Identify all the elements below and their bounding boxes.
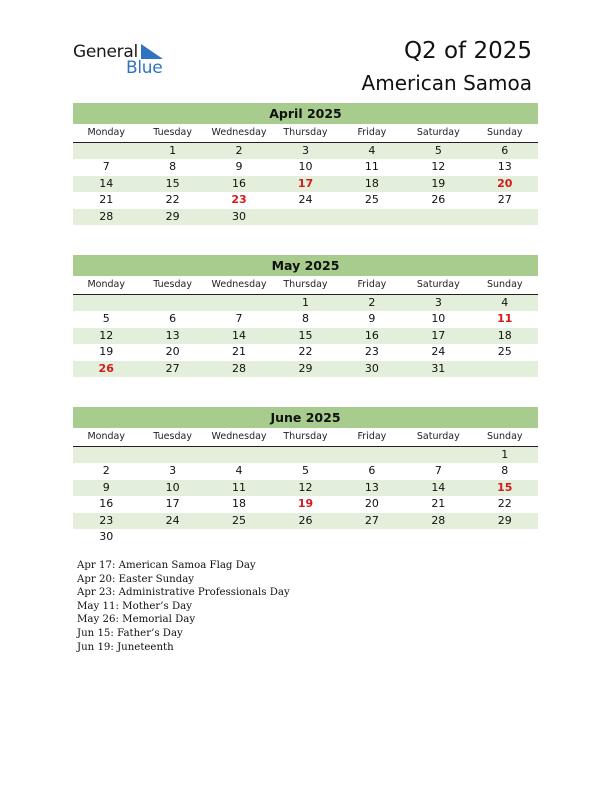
weekday-header-row xyxy=(73,124,538,143)
holiday-day-cell: 17 xyxy=(297,176,314,190)
day-cell: 28 xyxy=(431,513,446,527)
day-cell: 19 xyxy=(431,176,446,190)
weekday-label: Saturday xyxy=(416,279,460,290)
day-cell: 21 xyxy=(99,193,114,207)
day-cell: 21 xyxy=(232,345,247,359)
day-cell xyxy=(472,209,538,225)
day-cell: 25 xyxy=(497,345,512,359)
weekday-header-row xyxy=(73,428,538,447)
day-cell: 8 xyxy=(169,160,177,174)
day-cell: 25 xyxy=(232,513,247,527)
day-cell xyxy=(139,529,205,545)
day-cell xyxy=(73,447,139,463)
month-title: May 2025 xyxy=(73,255,538,276)
day-cell: 14 xyxy=(431,480,446,494)
day-cell: 24 xyxy=(431,345,446,359)
day-cell: 17 xyxy=(431,328,446,342)
week-row xyxy=(73,209,538,225)
weekday-label: Saturday xyxy=(416,431,460,442)
month-calendar-april xyxy=(73,103,538,225)
weekday-label: Saturday xyxy=(416,127,460,138)
week-row xyxy=(73,192,538,208)
day-cell: 27 xyxy=(364,513,379,527)
day-cell xyxy=(272,529,338,545)
day-cell: 22 xyxy=(298,345,313,359)
month-title: June 2025 xyxy=(73,407,538,428)
holiday-notes-list xyxy=(77,559,290,654)
day-cell: 5 xyxy=(301,464,309,478)
day-cell: 25 xyxy=(364,193,379,207)
day-cell: 10 xyxy=(165,480,180,494)
day-cell: 4 xyxy=(235,464,243,478)
day-cell xyxy=(206,447,272,463)
month-title: April 2025 xyxy=(73,103,538,124)
day-cell: 5 xyxy=(102,312,110,326)
day-cell: 12 xyxy=(298,480,313,494)
day-cell: 3 xyxy=(169,464,177,478)
logo-text-general: General xyxy=(73,42,138,62)
day-cell: 8 xyxy=(501,464,509,478)
week-row xyxy=(73,496,538,512)
day-cell: 29 xyxy=(497,513,512,527)
day-cell: 7 xyxy=(434,464,442,478)
day-cell: 12 xyxy=(99,328,114,342)
logo-text-blue: Blue xyxy=(126,58,163,78)
day-cell: 4 xyxy=(501,296,509,309)
day-cell: 6 xyxy=(169,312,177,326)
day-cell: 13 xyxy=(497,160,512,174)
day-cell: 2 xyxy=(102,464,110,478)
day-cell: 24 xyxy=(165,513,180,527)
day-cell xyxy=(272,209,338,225)
day-cell: 31 xyxy=(431,361,446,375)
day-cell: 20 xyxy=(165,345,180,359)
day-cell xyxy=(139,447,205,463)
holiday-day-cell: 20 xyxy=(497,176,513,190)
holiday-note: May 11: Mother’s Day xyxy=(77,600,192,612)
day-cell: 23 xyxy=(364,345,379,359)
weekday-label: Sunday xyxy=(486,279,523,290)
day-cell: 26 xyxy=(431,193,446,207)
day-cell: 18 xyxy=(364,176,379,190)
day-cell: 10 xyxy=(298,160,313,174)
weekday-label: Friday xyxy=(357,127,387,138)
page-subtitle: American Samoa xyxy=(361,71,532,95)
holiday-note: Apr 17: American Samoa Flag Day xyxy=(77,560,256,571)
day-cell: 18 xyxy=(497,328,512,342)
day-cell: 15 xyxy=(298,328,313,342)
day-cell: 8 xyxy=(301,312,309,326)
week-row xyxy=(73,344,538,360)
day-cell: 29 xyxy=(298,361,313,375)
day-cell: 7 xyxy=(235,312,243,326)
holiday-note: Jun 19: Juneteenth xyxy=(77,641,174,653)
day-cell: 7 xyxy=(102,160,110,174)
day-cell xyxy=(272,447,338,463)
week-row xyxy=(73,311,538,327)
weekday-label: Sunday xyxy=(486,431,523,442)
day-cell: 5 xyxy=(434,144,442,157)
day-cell: 26 xyxy=(298,513,313,527)
holiday-day-cell: 19 xyxy=(297,497,314,511)
weekday-label: Monday xyxy=(87,127,125,138)
day-cell: 19 xyxy=(99,345,114,359)
day-cell: 13 xyxy=(165,328,180,342)
weekday-label: Thursday xyxy=(283,431,328,442)
day-cell: 16 xyxy=(232,176,247,190)
day-cell: 30 xyxy=(232,209,247,223)
weekday-label: Wednesday xyxy=(211,127,267,138)
week-row xyxy=(73,529,538,545)
holiday-note: May 26: Memorial Day xyxy=(77,614,196,626)
day-cell: 1 xyxy=(169,144,177,157)
week-row xyxy=(73,447,538,463)
weekday-label: Tuesday xyxy=(153,279,192,290)
week-row xyxy=(73,463,538,479)
day-cell: 9 xyxy=(368,312,376,326)
weekday-label: Wednesday xyxy=(211,279,267,290)
day-cell xyxy=(339,529,405,545)
day-cell xyxy=(472,529,538,545)
week-row xyxy=(73,159,538,175)
day-cell: 29 xyxy=(165,209,180,223)
week-row xyxy=(73,143,538,159)
day-cell: 22 xyxy=(165,193,180,207)
week-row xyxy=(73,176,538,192)
day-cell: 27 xyxy=(497,193,512,207)
weekday-label: Friday xyxy=(357,431,387,442)
week-row xyxy=(73,480,538,496)
day-cell: 9 xyxy=(235,160,243,174)
day-cell xyxy=(73,143,139,159)
day-cell: 14 xyxy=(232,328,247,342)
weekday-label: Tuesday xyxy=(153,127,192,138)
day-cell: 18 xyxy=(232,497,247,511)
day-cell: 17 xyxy=(165,497,180,511)
day-cell xyxy=(206,529,272,545)
day-cell: 1 xyxy=(301,296,309,309)
day-cell xyxy=(339,447,405,463)
holiday-day-cell: 26 xyxy=(98,361,114,375)
day-cell: 30 xyxy=(364,361,379,375)
weekday-label: Monday xyxy=(87,279,125,290)
day-cell: 13 xyxy=(364,480,379,494)
day-cell: 4 xyxy=(368,144,376,157)
day-cell: 16 xyxy=(364,328,379,342)
day-cell: 24 xyxy=(298,193,313,207)
week-row xyxy=(73,295,538,311)
day-cell: 2 xyxy=(368,296,376,309)
day-cell: 23 xyxy=(99,513,114,527)
brand-logo xyxy=(73,42,173,78)
week-row xyxy=(73,328,538,344)
weekday-label: Sunday xyxy=(486,127,523,138)
weekday-label: Wednesday xyxy=(211,431,267,442)
holiday-note: Apr 20: Easter Sunday xyxy=(77,573,195,585)
day-cell: 11 xyxy=(232,480,247,494)
day-cell: 1 xyxy=(501,448,509,461)
weekday-header-row xyxy=(73,276,538,295)
weekday-label: Monday xyxy=(87,431,125,442)
holiday-day-cell: 11 xyxy=(497,312,513,326)
day-cell xyxy=(339,209,405,225)
day-cell: 2 xyxy=(235,144,243,157)
day-cell: 9 xyxy=(102,480,110,494)
week-row xyxy=(73,361,538,377)
page-title: Q2 of 2025 xyxy=(403,38,532,64)
day-cell: 14 xyxy=(99,176,114,190)
day-cell: 11 xyxy=(364,160,379,174)
holiday-note: Jun 15: Father’s Day xyxy=(77,627,183,639)
day-cell xyxy=(405,209,471,225)
day-cell: 20 xyxy=(364,497,379,511)
day-cell: 30 xyxy=(99,529,114,543)
weekday-label: Thursday xyxy=(283,127,328,138)
day-cell xyxy=(139,295,205,311)
day-cell: 10 xyxy=(431,312,446,326)
weekday-label: Friday xyxy=(357,279,387,290)
day-cell: 12 xyxy=(431,160,446,174)
day-cell: 6 xyxy=(368,464,376,478)
weekday-label: Thursday xyxy=(283,279,328,290)
day-cell: 27 xyxy=(165,361,180,375)
day-cell: 21 xyxy=(431,497,446,511)
day-cell: 3 xyxy=(301,144,309,157)
week-row xyxy=(73,513,538,529)
day-cell: 16 xyxy=(99,497,114,511)
day-cell: 3 xyxy=(434,296,442,309)
holiday-day-cell: 23 xyxy=(231,193,247,207)
day-cell: 22 xyxy=(497,497,512,511)
day-cell xyxy=(472,361,538,377)
month-calendar-june xyxy=(73,407,538,545)
weekday-label: Tuesday xyxy=(153,431,192,442)
day-cell xyxy=(206,295,272,311)
holiday-day-cell: 15 xyxy=(497,480,513,494)
day-cell: 6 xyxy=(501,144,509,157)
day-cell: 28 xyxy=(99,209,114,223)
day-cell xyxy=(405,529,471,545)
day-cell: 15 xyxy=(165,176,180,190)
month-calendar-may xyxy=(73,255,538,377)
day-cell xyxy=(73,295,139,311)
day-cell: 28 xyxy=(232,361,247,375)
holiday-note: Apr 23: Administrative Professionals Day xyxy=(77,587,290,599)
day-cell xyxy=(405,447,471,463)
